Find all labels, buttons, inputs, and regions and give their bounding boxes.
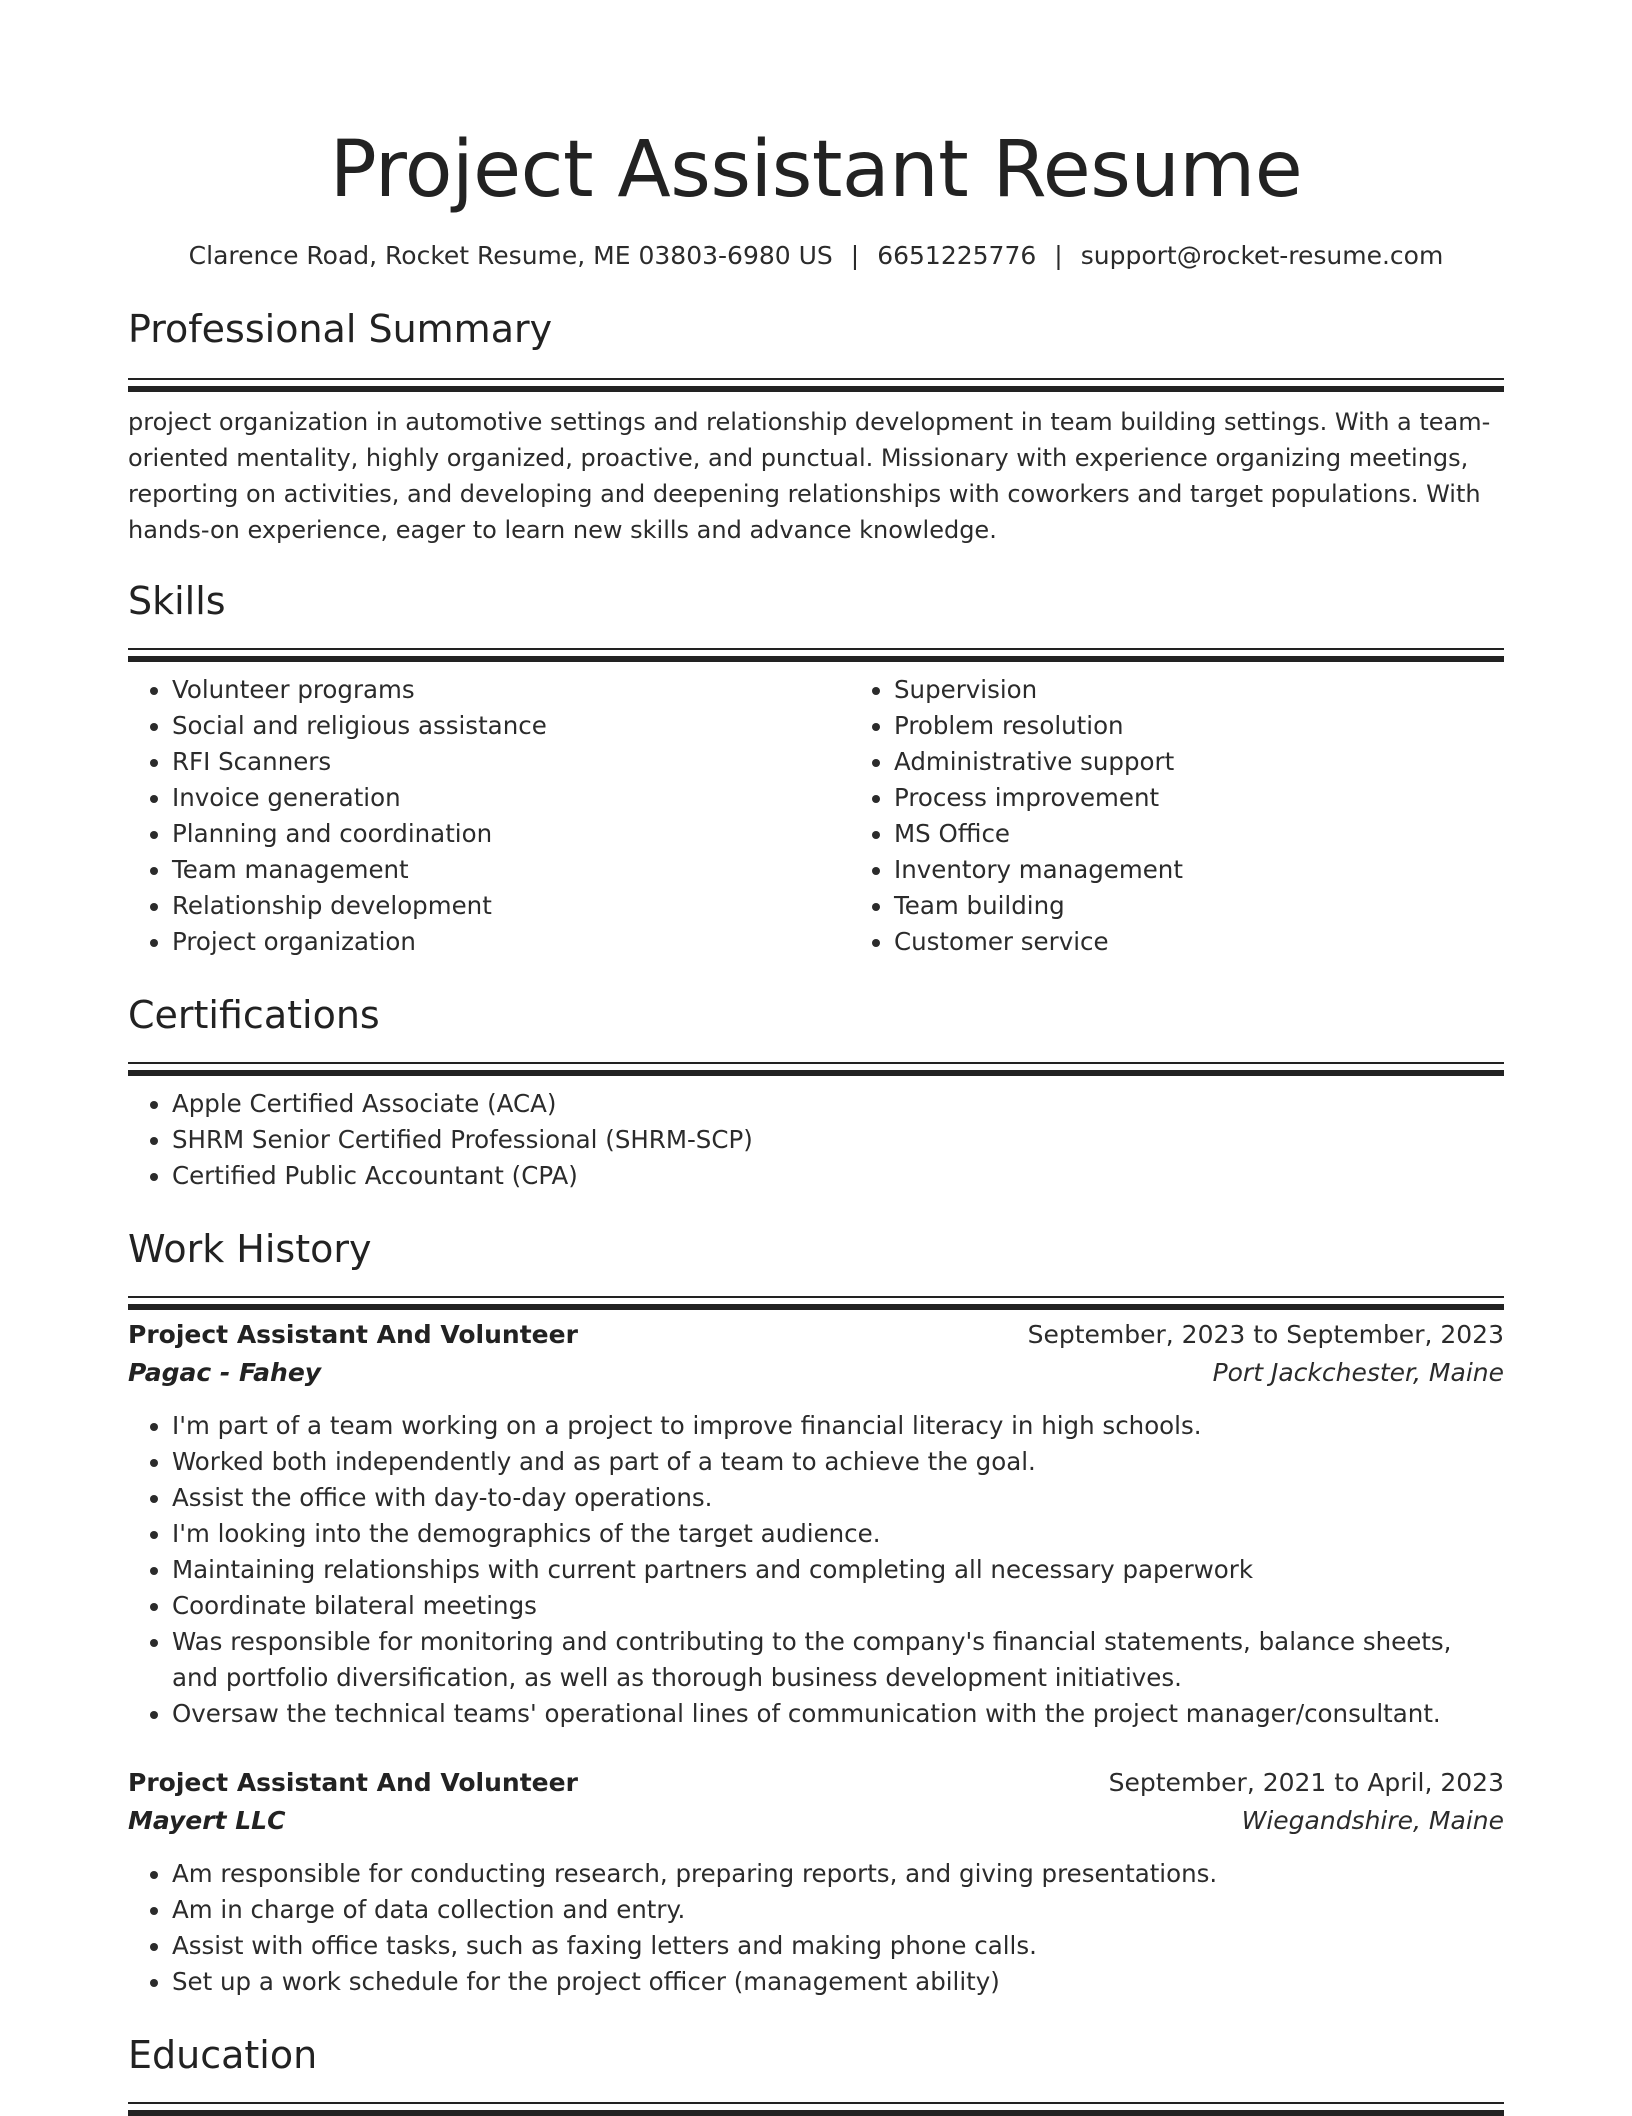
section-divider (128, 1296, 1504, 1298)
skill-item: • Relationship development (172, 888, 850, 924)
job-entry (128, 1316, 1504, 1732)
education-heading: Education (128, 2033, 318, 2077)
job-dates: September, 2021 to April, 2023 (1108, 1768, 1504, 1797)
job-duty: • Assist with office tasks, such as faxing letters and making phone calls. (172, 1928, 1504, 1964)
skills-heading: Skills (128, 579, 226, 623)
skills-list-right (850, 672, 1572, 960)
skill-item: • Team management (172, 852, 850, 888)
job-duty: • Am responsible for conducting research, preparing reports, and giving presentations. (172, 1856, 1504, 1892)
job-duties-list (128, 1856, 1504, 2000)
education-section (128, 2030, 1504, 2104)
section-divider (128, 2102, 1504, 2104)
job-location: Port Jackchester, Maine (1212, 1358, 1504, 1387)
job-duty: • I'm looking into the demographics of the target audience. (172, 1516, 1504, 1552)
job-duty: • Worked both independently and as part of a team to achieve the goal. (172, 1444, 1504, 1480)
skill-item: • Invoice generation (172, 780, 850, 816)
skill-item: • Customer service (894, 924, 1572, 960)
job-dates: September, 2023 to September, 2023 (1027, 1320, 1504, 1349)
certification-item: • Apple Certified Associate (ACA) (172, 1086, 1504, 1122)
skill-item: • Social and religious assistance (172, 708, 850, 744)
section-divider (128, 648, 1504, 650)
job-duty: • Set up a work schedule for the project officer (management ability) (172, 1964, 1504, 2000)
skill-item: • MS Office (894, 816, 1572, 852)
skill-item: • Team building (894, 888, 1572, 924)
summary-text: project organization in automotive settings and relationship development in team building settings. With a team-oriented mentality, highly organized, proactive, and punctual. Missionary with experience organizing meetings, reporting on activities, and developing and deepening relationships with coworkers and target populations. With hands-on experience, eager to learn new skills and advance knowledge. (128, 408, 1491, 544)
skill-item: • Supervision (894, 672, 1572, 708)
resume-page (128, 0, 1504, 2104)
job-duty: • Maintaining relationships with current partners and completing all necessary paperwork (172, 1552, 1504, 1588)
job-duty: • Coordinate bilateral meetings (172, 1588, 1504, 1624)
job-location: Wiegandshire, Maine (1241, 1806, 1504, 1835)
skill-item: • Process improvement (894, 780, 1572, 816)
certification-item: • SHRM Senior Certified Professional (SHRM-SCP) (172, 1122, 1504, 1158)
job-duties-list (128, 1408, 1504, 1732)
contact-separator: | (1054, 241, 1063, 270)
job-duty: • Assist the office with day-to-day operations. (172, 1480, 1504, 1516)
job-duty: • Oversaw the technical teams' operational lines of communication with the project manager/consultant. (172, 1696, 1504, 1732)
skills-section (128, 576, 1504, 960)
certification-item: • Certified Public Accountant (CPA) (172, 1158, 1504, 1194)
skill-item: • Inventory management (894, 852, 1572, 888)
job-entry (128, 1764, 1504, 2000)
summary-heading: Professional Summary (128, 307, 553, 351)
skill-item: • Problem resolution (894, 708, 1572, 744)
job-company: Pagac - Fahey (128, 1358, 322, 1387)
contact-separator: | (850, 241, 860, 270)
skills-list-left (128, 672, 850, 960)
certifications-section (128, 990, 1504, 1194)
skill-item: • Administrative support (894, 744, 1572, 780)
contact-phone: 6651225776 (877, 241, 1037, 270)
work-history-section (128, 1224, 1504, 2000)
skill-item: • Project organization (172, 924, 850, 960)
section-divider (128, 378, 1504, 380)
certifications-heading: Certifications (128, 993, 380, 1037)
job-duty: • I'm part of a team working on a project to improve financial literacy in high schools. (172, 1408, 1504, 1444)
contact-line (128, 238, 1504, 274)
certifications-list (128, 1086, 1504, 1194)
contact-email: support@rocket-resume.com (1080, 241, 1444, 270)
summary-section (128, 304, 1504, 548)
job-title: Project Assistant And Volunteer (128, 1320, 578, 1349)
work-history-heading: Work History (128, 1227, 372, 1271)
job-company: Mayert LLC (128, 1806, 286, 1835)
section-divider (128, 1062, 1504, 1064)
job-duty: • Am in charge of data collection and entry. (172, 1892, 1504, 1928)
job-title: Project Assistant And Volunteer (128, 1768, 578, 1797)
skill-item: • RFI Scanners (172, 744, 850, 780)
skills-grid (128, 672, 1504, 960)
contact-address: Clarence Road, Rocket Resume, ME 03803-6980 US (188, 241, 833, 270)
skill-item: • Volunteer programs (172, 672, 850, 708)
page-title: Project Assistant Resume (329, 125, 1303, 215)
job-duty: • Was responsible for monitoring and contributing to the company's financial statements, balance sheets, and portfolio diversification, as well as thorough business development initiatives. (172, 1624, 1504, 1696)
skill-item: • Planning and coordination (172, 816, 850, 852)
